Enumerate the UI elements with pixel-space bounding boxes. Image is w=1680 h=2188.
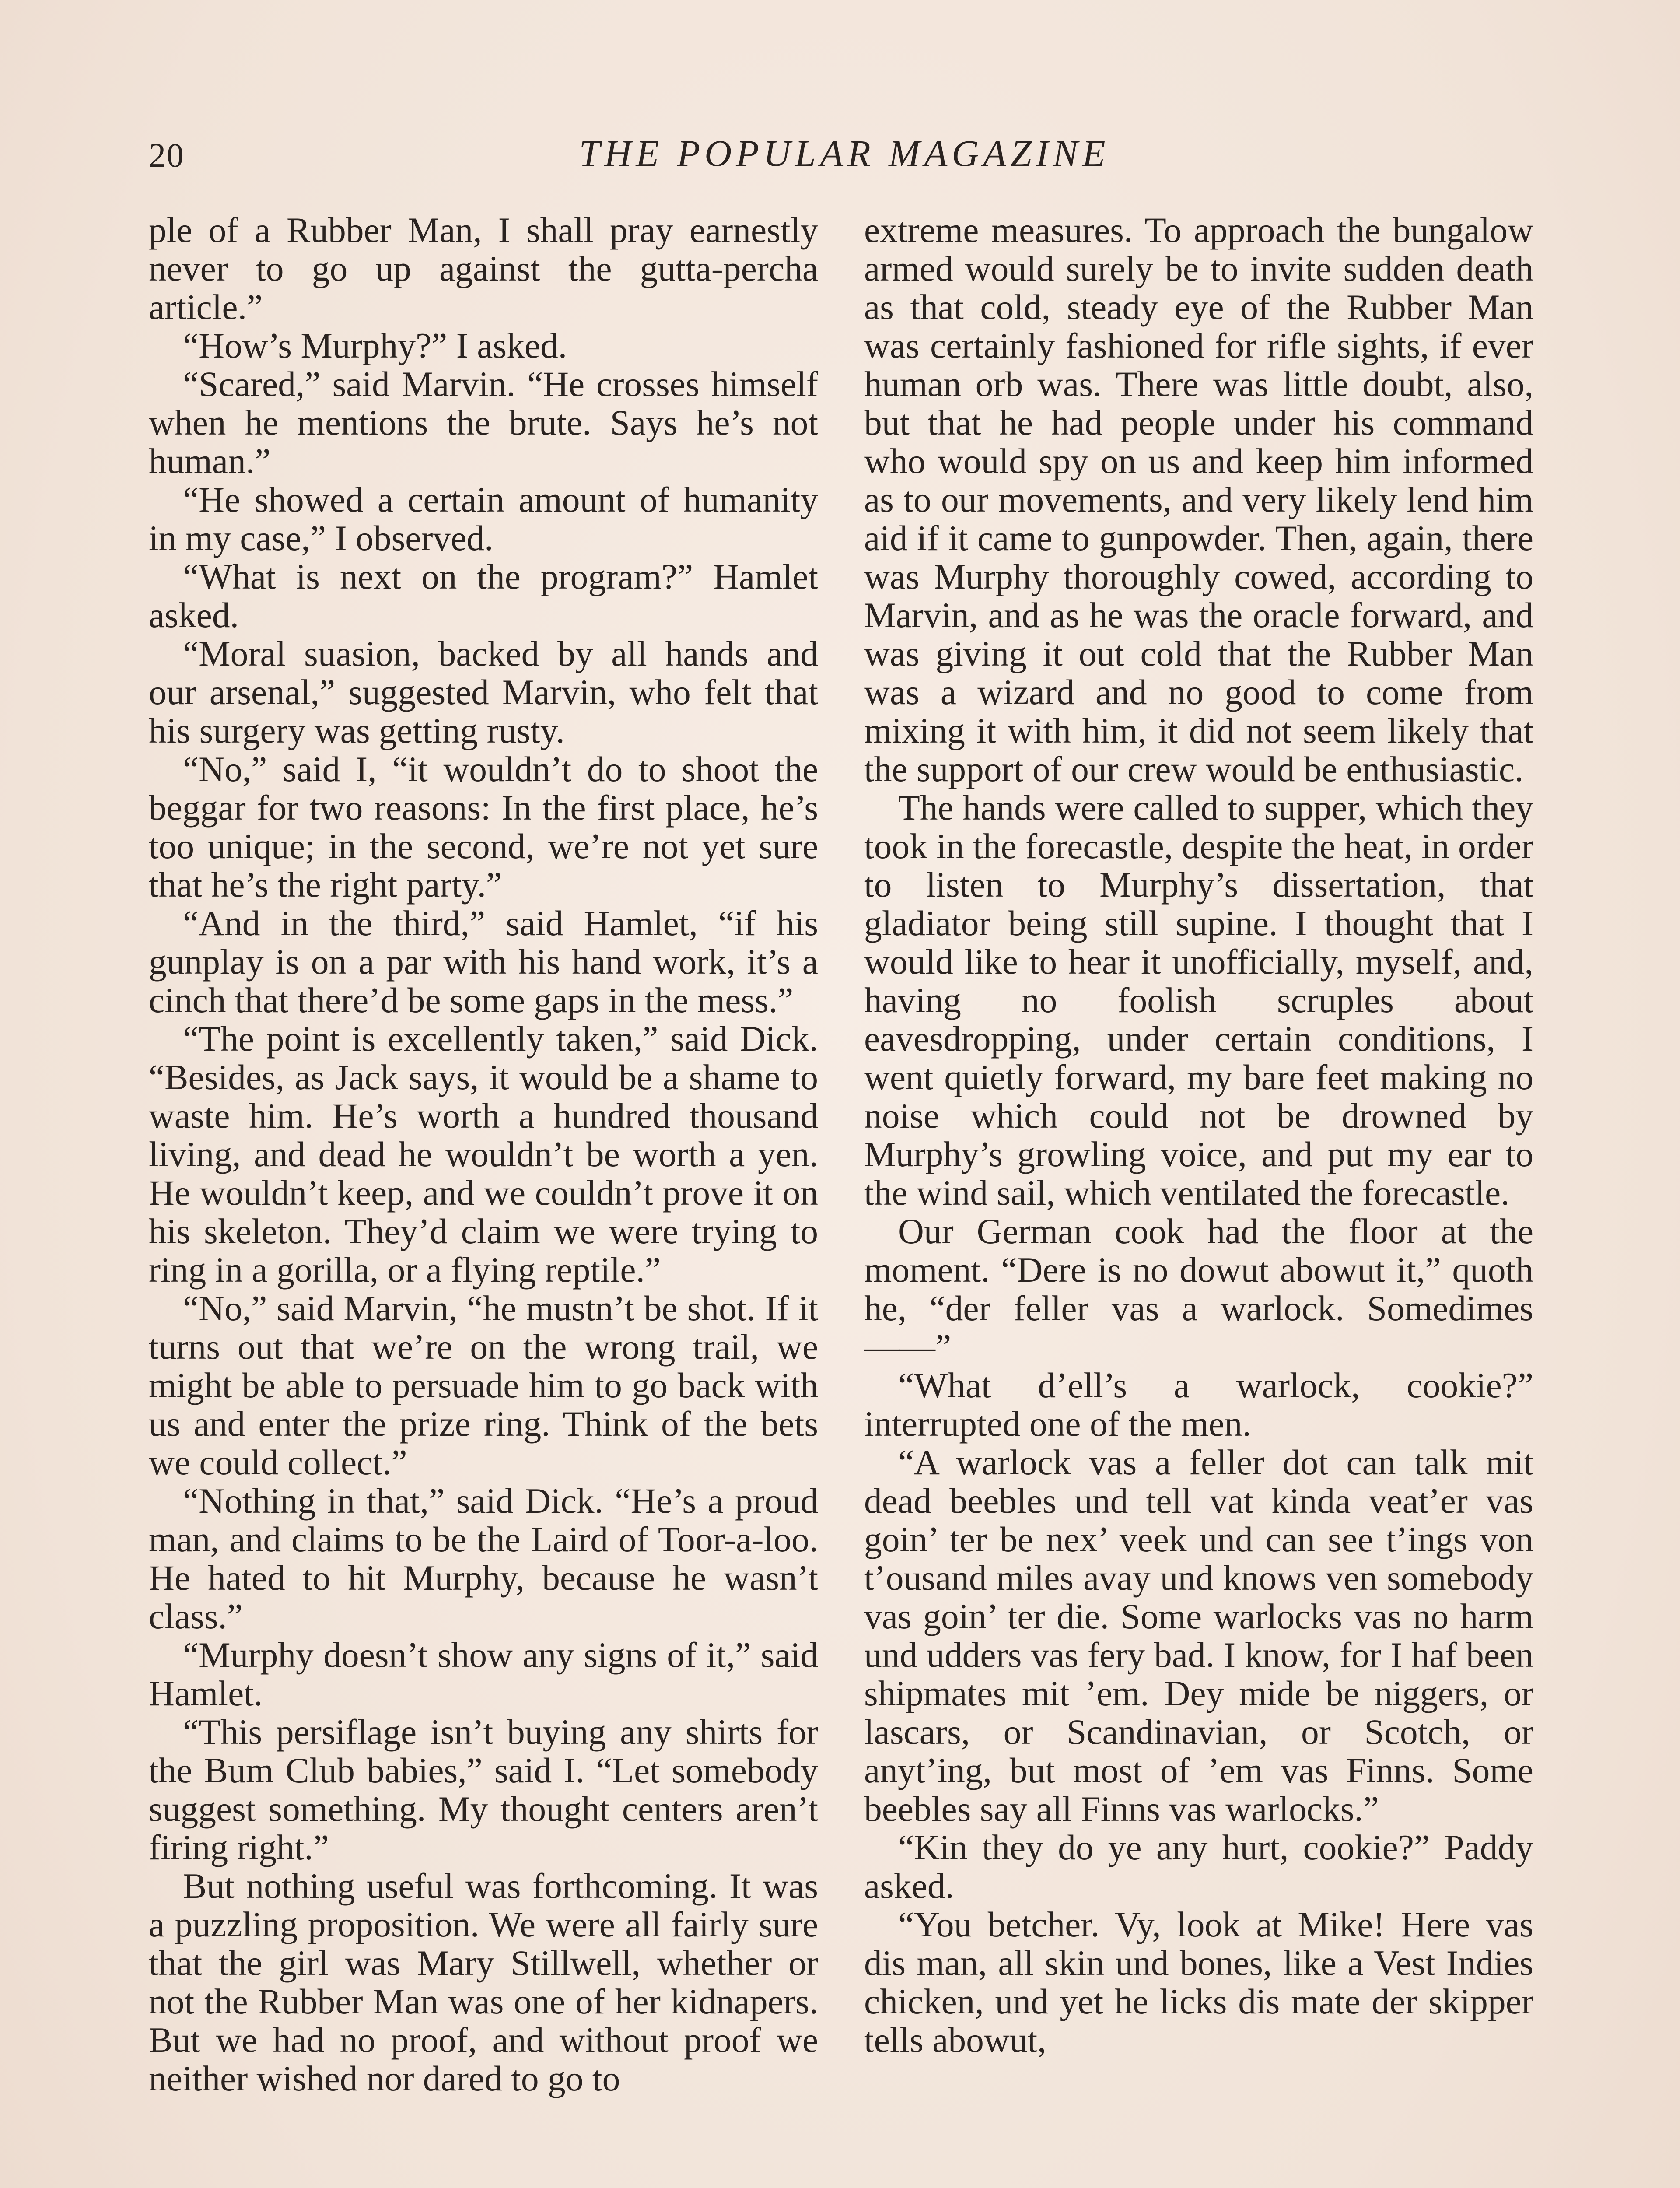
paragraph: “And in the third,” said Hamlet, “if his gunplay is on a par with his hand work, it’s a cinch that there’d be some gaps in the mess.” (149, 903, 818, 1020)
paragraph: “Moral suasion, backed by all hands and our arsenal,” suggested Marvin, who felt that his surgery was getting rusty. (149, 634, 818, 750)
paragraph: “You betcher. Vy, look at Mike! Here vas dis man, all skin und bones, like a Vest Indies chicken, und yet he licks dis mate der skipper tells abowut, (864, 1904, 1533, 2060)
paragraph: extreme measures. To approach the bungalow armed would surely be to invite sudden death as that cold, steady eye of the Rubber Man was certainly fashioned for rifle sights, if ever human orb was. There was little doubt, also, but that he had people under his command who would spy on us and keep him informed as to our movements, and very likely lend him aid if it came to gunpowder. Then, again, there was Murphy thoroughly cowed, according to Marvin, and as he was the oracle forward, and was giving it out cold that the Rubber Man was a wizard and no good to come from mixing it with him, it did not seem likely that the support of our crew would be enthusiastic. (864, 210, 1533, 789)
paragraph: “Murphy doesn’t show any signs of it,” said Hamlet. (149, 1635, 818, 1713)
paragraph: “The point is excellently taken,” said Dick. “Besides, as Jack says, it would be a shame to waste him. He’s worth a hundred thousand living, and dead he wouldn’t be worth a yen. He wouldn’t keep, and we couldn’t prove it on his skeleton. They’d claim we were trying to ring in a gorilla, or a flying reptile.” (149, 1019, 818, 1290)
paragraph: “No,” said I, “it wouldn’t do to shoot the beggar for two reasons: In the first place, he’s too unique; in the second, we’re not yet sure that he’s the right party.” (149, 749, 818, 905)
page-number: 20 (149, 136, 185, 174)
paragraph: “He showed a certain amount of humanity in my case,” I observed. (149, 480, 818, 558)
paragraph: “This persiflage isn’t buying any shirts for the Bum Club babies,” said I. “Let somebody suggest something. My thought centers aren’t firing right.” (149, 1712, 818, 1867)
paragraph: “How’s Murphy?” I asked. (183, 326, 567, 365)
paragraph: “No,” said Marvin, “he mustn’t be shot. If it turns out that we’re on the wrong trail, we might be able to persuade him to go back with us and enter the prize ring. Think of the bets we could collect.” (149, 1288, 818, 1482)
paragraph: “Nothing in that,” said Dick. “He’s a proud man, and claims to be the Laird of Toor-a-loo. He hated to hit Murphy, because he wasn’t class.” (149, 1481, 818, 1636)
left-column (149, 211, 818, 2098)
right-column (864, 211, 1533, 2059)
paragraph: “Scared,” said Marvin. “He crosses himself when he mentions the brute. Says he’s not human.” (149, 364, 818, 481)
paragraph: “What d’ell’s a warlock, cookie?” interrupted one of the men. (864, 1365, 1533, 1444)
paragraph: ple of a Rubber Man, I shall pray earnestly never to go up against the gutta-percha article.” (149, 210, 818, 327)
running-title: THE POPULAR MAGAZINE (579, 132, 1110, 174)
page-header (149, 131, 1540, 184)
paragraph: “Kin they do ye any hurt, cookie?” Paddy asked. (864, 1827, 1533, 1906)
paragraph: “What is next on the program?” Hamlet asked. (149, 557, 818, 635)
paragraph: The hands were called to supper, which they took in the forecastle, despite the heat, in order to listen to Murphy’s dissertation, that gladiator being still supine. I thought that I would like to hear it unofficially, myself, and, having no foolish scruples about eavesdropping, under certain conditions, I went quietly forward, my bare feet making no noise which could not be drowned by Murphy’s growling voice, and put my ear to the wind sail, which ventilated the forecastle. (864, 788, 1533, 1213)
paragraph: But nothing useful was forthcoming. It was a puzzling proposition. We were all fairly sure that the girl was Mary Stillwell, whether or not the Rubber Man was one of her kidnapers. But we had no proof, and without proof we neither wished nor dared to go to (149, 1866, 818, 2098)
paragraph: “A warlock vas a feller dot can talk mit dead beebles und tell vat kinda veat’er vas goin’ ter be nex’ veek und can see t’ings von t’ousand miles avay und knows ven somebody vas goin’ ter die. Some warlocks vas no harm und udders vas fery bad. I know, for I haf been shipmates mit ’em. Dey mide be niggers, or lascars, or Scandinavian, or Scotch, or anyt’ing, but most of ’em vas Finns. Some beebles say all Finns vas warlocks.” (864, 1442, 1533, 1829)
paragraph: Our German cook had the floor at the moment. “Dere is no dowut abowut it,” quoth he, “der feller vas a warlock. Somedimes——” (864, 1211, 1533, 1367)
